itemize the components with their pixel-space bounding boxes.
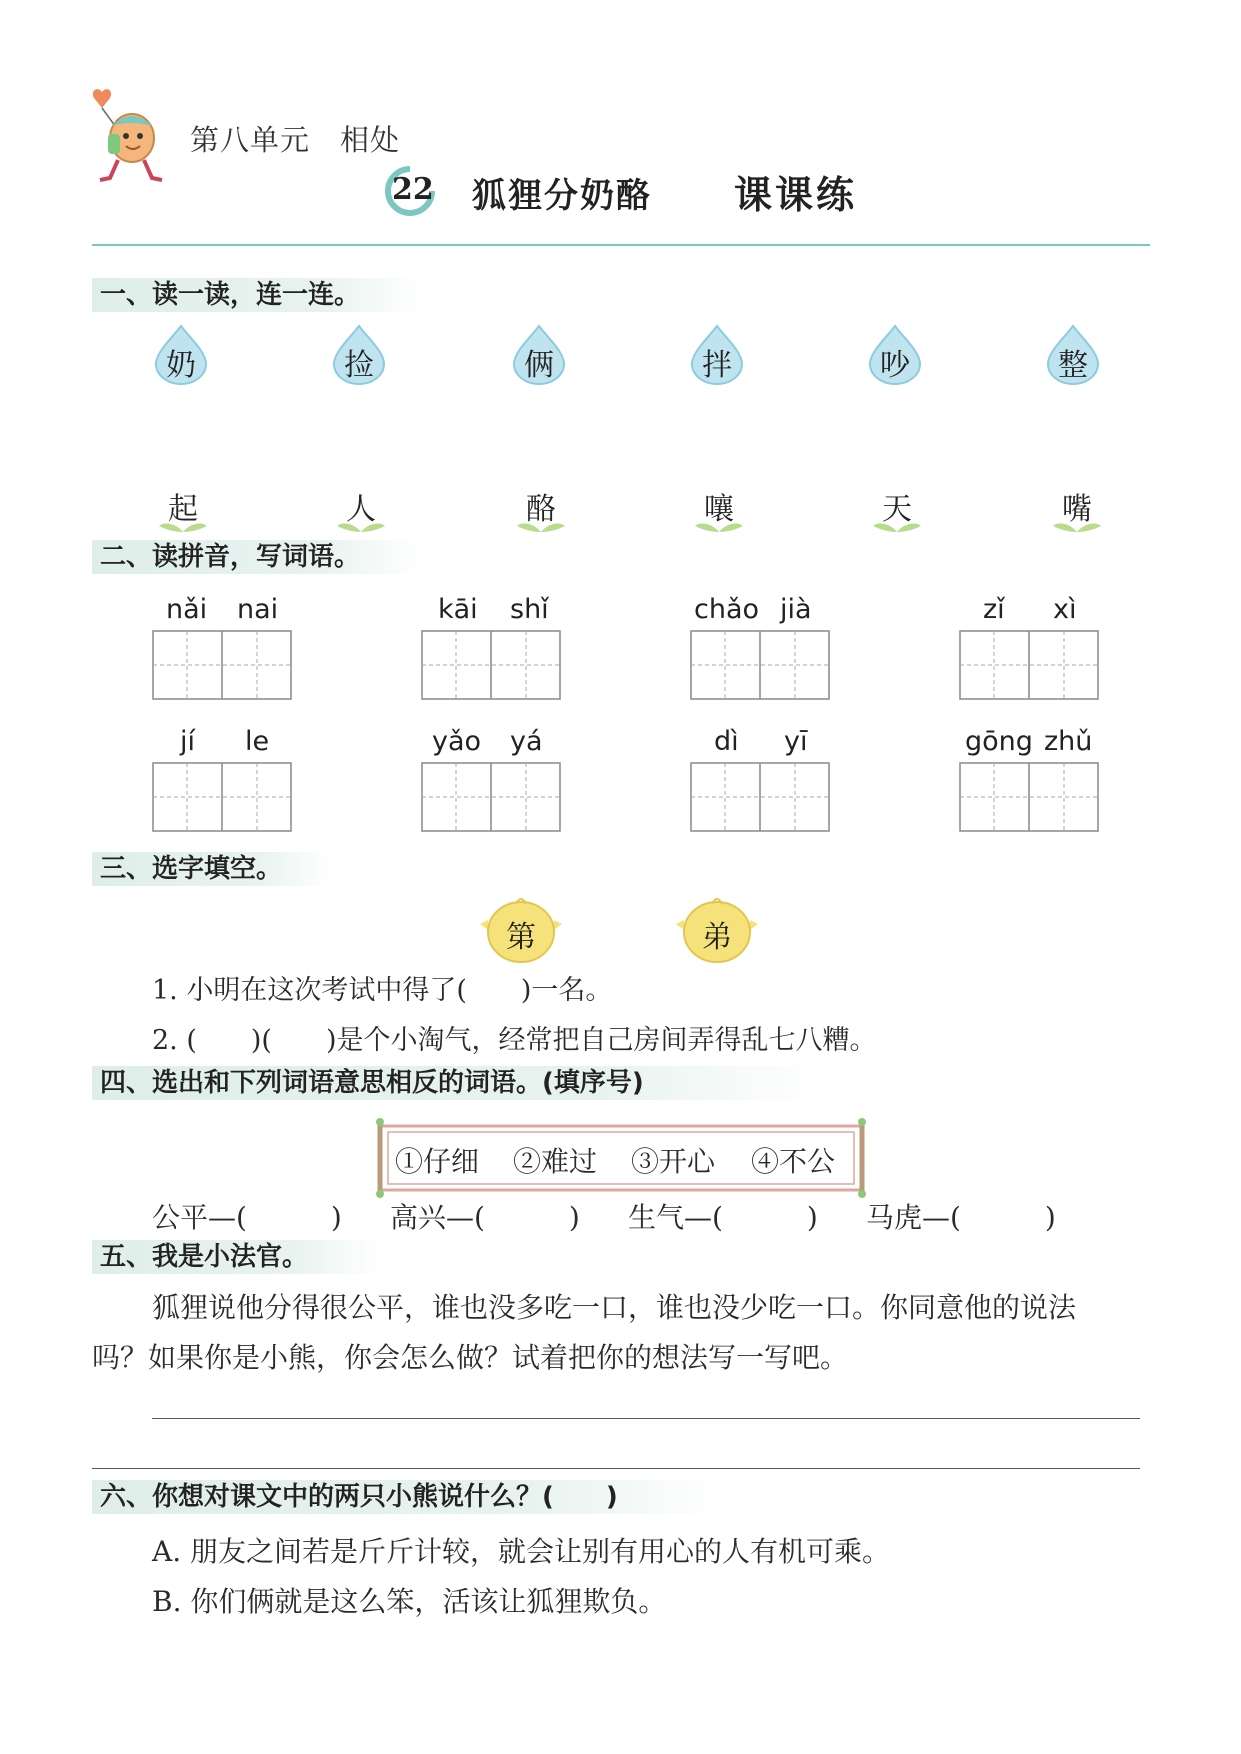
pinyin-syllable: zhǔ (1044, 726, 1093, 757)
section1-heading: 一、读一读，连一连。 (92, 278, 420, 312)
antonym-answer-4: 马虎—( ) (866, 1201, 1056, 1234)
top-char-5: 吵 (880, 348, 910, 383)
lesson-title: 狐狸分奶酪 (472, 176, 652, 216)
fill-sentence-1: 1. 小明在这次考试中得了( )一名。 (152, 975, 613, 1006)
section4-heading: 四、选出和下列词语意思相反的词语。(填序号) (92, 1066, 820, 1100)
writing-grid[interactable] (959, 762, 1099, 832)
choice-char-2: 弟 (702, 920, 732, 955)
bottom-char-2: 人 (346, 492, 376, 527)
writing-grid[interactable] (959, 630, 1099, 700)
antonym-answer-3: 生气—( ) (628, 1201, 818, 1234)
leaf-icon (157, 520, 209, 534)
writing-grid[interactable] (152, 762, 292, 832)
pinyin-syllable: chǎo (694, 594, 760, 625)
top-char-3: 俩 (524, 348, 554, 383)
writing-grid[interactable] (690, 630, 830, 700)
pinyin-syllable: gōng (965, 726, 1033, 757)
antonym-answer-1: 公平—( ) (152, 1201, 342, 1234)
bottom-char-1: 起 (168, 492, 198, 527)
antonym-option-1: ①仔细 (395, 1145, 480, 1178)
leaf-icon (693, 520, 745, 534)
bottom-char-6: 嘴 (1062, 492, 1092, 527)
pinyin-syllable: dì (714, 726, 739, 757)
pinyin-syllable: kāi (438, 594, 478, 625)
choice-char-1: 第 (506, 920, 536, 955)
writing-grid[interactable] (690, 762, 830, 832)
top-char-1: 奶 (166, 348, 196, 383)
pinyin-syllable: jí (180, 726, 196, 757)
writing-grid[interactable] (421, 630, 561, 700)
bottom-char-4: 嚷 (704, 492, 734, 527)
pinyin-syllable: jià (780, 594, 812, 625)
pinyin-syllable: le (245, 726, 270, 757)
section3-heading: 三、选字填空。 (92, 852, 330, 886)
answer-line[interactable] (92, 1468, 1140, 1469)
top-char-4: 拌 (702, 348, 732, 383)
pinyin-syllable: yī (784, 726, 808, 757)
leaf-icon (1051, 520, 1103, 534)
antonym-option-2: ②难过 (513, 1145, 598, 1178)
fill-sentence-2: 2. ( )( )是个小淘气，经常把自己房间弄得乱七八糟。 (152, 1025, 877, 1056)
top-char-6: 整 (1058, 348, 1088, 383)
mascot-illustration (88, 86, 168, 186)
pinyin-syllable: nǎi (166, 594, 208, 625)
prompt-paragraph-line-1: 狐狸说他分得很公平，谁也没多吃一口，谁也没少吃一口。你同意他的说法 (152, 1291, 1077, 1324)
pinyin-syllable: nai (237, 594, 279, 625)
antonym-option-3: ③开心 (631, 1145, 716, 1178)
pinyin-syllable: yá (510, 726, 543, 757)
top-char-2: 捡 (344, 348, 374, 383)
lesson-number: 22 (392, 172, 434, 207)
choice-option-a: A. 朋友之间若是斤斤计较，就会让别有用心的人有机可乘。 (152, 1535, 891, 1568)
section6-heading: 六、你想对课文中的两只小熊说什么？( ) (92, 1480, 720, 1514)
antonym-option-4: ④不公 (751, 1145, 836, 1178)
bottom-char-3: 酪 (526, 492, 556, 527)
writing-grid[interactable] (421, 762, 561, 832)
writing-grid[interactable] (152, 630, 292, 700)
prompt-paragraph-line-2: 吗？如果你是小熊，你会怎么做？试着把你的想法写一写吧。 (92, 1341, 849, 1374)
leaf-icon (515, 520, 567, 534)
lesson-type-label: 课课练 (734, 173, 858, 217)
pinyin-syllable: shǐ (510, 594, 549, 625)
bottom-char-5: 天 (882, 492, 912, 527)
pinyin-syllable: xì (1053, 594, 1077, 625)
unit-title: 第八单元 相处 (190, 123, 401, 157)
leaf-icon (335, 520, 387, 534)
answer-line[interactable] (152, 1418, 1140, 1419)
leaf-icon (871, 520, 923, 534)
section2-heading: 二、读拼音，写词语。 (92, 540, 420, 574)
pinyin-syllable: yǎo (432, 726, 482, 757)
antonym-answer-2: 高兴—( ) (390, 1201, 580, 1234)
pinyin-syllable: zǐ (983, 594, 1005, 625)
header-divider (92, 244, 1150, 246)
section5-heading: 五、我是小法官。 (92, 1240, 380, 1274)
choice-option-b: B. 你们俩就是这么笨，活该让狐狸欺负。 (152, 1585, 667, 1618)
